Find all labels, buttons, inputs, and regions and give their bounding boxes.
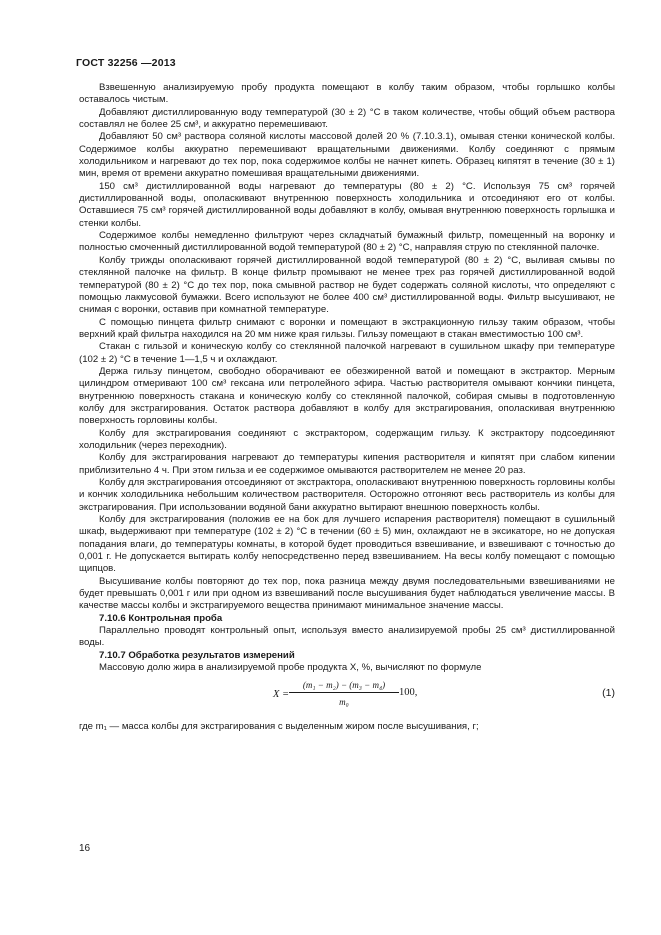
formula-multiplier: 100, xyxy=(399,686,418,698)
formula-numerator: (m₁ − m₂) − (m₃ − m₄) xyxy=(302,679,386,690)
paragraph: Параллельно проводят контрольный опыт, используя вместо анализируемой пробы 25 см³ дистиллированной воды. xyxy=(79,625,615,649)
formula-1 xyxy=(79,677,615,721)
paragraph: Стакан с гильзой и коническую колбу со стеклянной палочкой нагревают в сушильном шкафу при температуре (102 ± 2) °С в течение 1—1,5 ч и охлаждают. xyxy=(79,341,615,365)
paragraph: Добавляют дистиллированную воду температурой (30 ± 2) °С в таком количестве, чтобы общий объем раствора составлял не более 25 см³, и аккуратно перемешивают. xyxy=(79,106,615,131)
paragraph: Колбу для экстрагирования отсоединяют от экстрактора, ополаскивают внутреннюю поверхность горловины колбы и кончик холодильника небольшим количеством растворителя. Осторожно отгоняют весь растворитель из колбы для экстрагирования. При использовании водяной бани аккуратно вытирают внешнюю поверхность колбы. xyxy=(79,477,615,513)
formula-where-line: где m₁ — масса колбы для экстрагирования с выделенным жиром после высушивания, г; xyxy=(79,720,479,732)
formula-lhs: X = xyxy=(273,688,290,700)
paragraph: С помощью пинцета фильтр снимают с воронки и помещают в экстракционную гильзу таким образом, чтобы верхний край фильтра находился на 20 мм ниже края гильзы. Гильзу помещают в стакан вместимостью 100 см³. xyxy=(79,316,615,340)
page-number: 16 xyxy=(79,843,91,854)
paragraph: Колбу для экстрагирования нагревают до температуры кипения растворителя и кипятят при слабом кипении приблизительно 4 ч. При этом гильза и ее содержимое омываются растворителем не менее 20 раз. xyxy=(79,452,615,476)
fraction-bar xyxy=(289,692,399,693)
section-heading-control-sample: 7.10.6 Контрольная проба xyxy=(99,612,223,624)
paragraph: Колбу трижды ополаскивают горячей дистиллированной водой температурой (80 ± 2) °С, выливая смывы по стеклянной палочке на фильтр. В конце фильтр промывают не менее трех раз горячей дистиллированной водой температурой (80 ± 2) °С до тех пор, пока смывной раствор не будет содержать соляной кислоты, что определяют с помощью лакмусовой бумажки. Всего используют не более 400 см³ дистиллированной воды. Фильтр высушивают, не снимая с воронки, оставив при комнатной температуре. xyxy=(79,254,615,316)
document-header: ГОСТ 32256 —2013 xyxy=(76,57,176,69)
section-heading-results-processing: 7.10.7 Обработка результатов измерений xyxy=(99,649,295,661)
paragraph: Колбу для экстрагирования соединяют с экстрактором, содержащим гильзу. К экстрактору подсоединяют холодильник (через переходник). xyxy=(79,427,615,451)
formula-denominator: m₀ xyxy=(339,696,349,707)
paragraph: Высушивание колбы повторяют до тех пор, пока разница между двумя последовательными взвешиваниями не будет превышать 0,001 г или при одном из взвешиваний после высушивания будет наблюдаться увеличение массы. В качестве массы колбы и экстрагируемого вещества принимают минимальное значение массы. xyxy=(79,575,615,612)
paragraph: Взвешенную анализируемую пробу продукта помещают в колбу таким образом, чтобы горлышко колбы оставалось чистым. xyxy=(79,82,615,106)
paragraph: 150 см³ дистиллированной воды нагревают до температуры (80 ± 2) °С. Используя 75 см³ горячей дистиллированной воды, ополаскивают внутреннюю поверхность холодильника и отсоединяют его от колбы. Оставшиеся 75 см³ горячей дистиллированной воды добавляют в колбу, омывая внутреннюю поверхность горлышка и стенки колбы. xyxy=(79,180,615,229)
formula-number: (1) xyxy=(602,686,615,699)
document-body xyxy=(79,82,615,733)
paragraph: Содержимое колбы немедленно фильтруют через складчатый бумажный фильтр, помещенный на воронку и полностью смоченный дистиллированной водой температурой (80 ± 2) °С, направляя струю по стеклянной палочке. xyxy=(79,230,615,254)
paragraph: Массовую долю жира в анализируемой пробе продукта X, %, вычисляют по формуле xyxy=(99,662,482,674)
paragraph: Держа гильзу пинцетом, свободно оборачивают ее обезжиренной ватой и помещают в экстрактор. Мерным цилиндром отмеривают 100 см³ гексана или петролейного эфира. Частью растворителя омывают кончики пинцета, внутреннюю поверхность стакана и коническую колбу со стеклянной палочкой, собирая смывы в подготовленную колбу для экстрагирования. Остаток раствора добавляют в колбу для экстрагирования, ополаскивая внутреннюю поверхность горловины колбы. xyxy=(79,365,615,427)
paragraph: Добавляют 50 см³ раствора соляной кислоты массовой долей 20 % (7.10.3.1), омывая стенки конической колбы. Содержимое колбы аккуратно перемешивают вращательными движениями. Колбу соединяют с прямым холодильником и нагревают до тех пор, пока содержимое колбы не начнет кипеть. Образец кипятят в течение (30 ± 1) мин, время от времени аккуратно помешивая вращательными движениями. xyxy=(79,131,615,180)
paragraph: Колбу для экстрагирования (положив ее на бок для лучшего испарения растворителя) помещают в сушильный шкаф, выдерживают при температуре (102 ± 2) °С в течении (60 ± 5) мин, охлаждают не в эксикаторе, но не допуская попадания влаги, до температуры комнаты, в которой будет проводиться взвешивание, и взвешивают с точностью до 0,001 г. Не допускается вытирать колбу непосредственно перед взвешиванием. На весы колбу помещают с помощью щипцов. xyxy=(79,514,615,575)
